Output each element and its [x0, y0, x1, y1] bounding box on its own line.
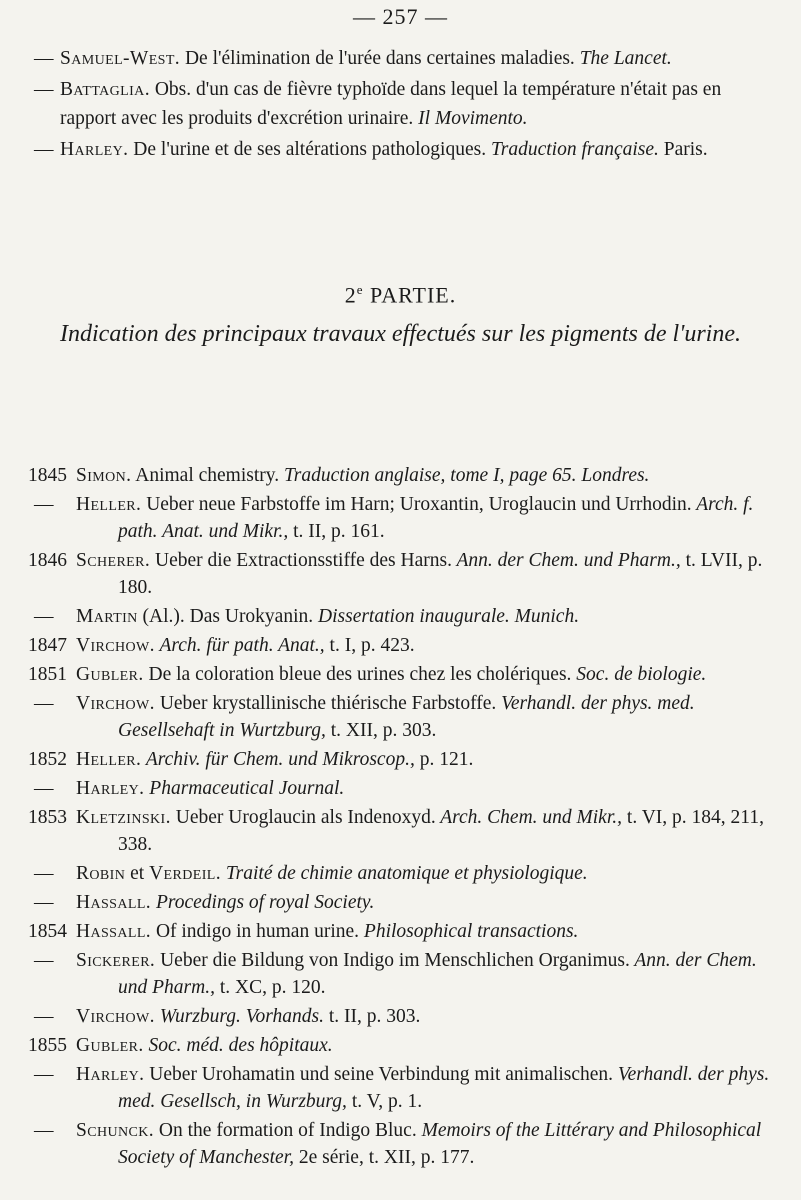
entry-author: Hassall.: [76, 921, 152, 942]
entry-body: [28, 918, 776, 945]
entry-source: Arch. f. path. Anat. und Mikr.,: [118, 494, 754, 542]
reference-entry: [28, 1117, 776, 1171]
entry-body: [28, 75, 776, 133]
ditto-dash: —: [34, 494, 54, 515]
entry-author: Virchow.: [76, 635, 155, 656]
entry-source: Procedings of royal Society.: [151, 892, 375, 913]
ditto-dash: —: [34, 1064, 54, 1085]
ditto-dash: —: [34, 778, 54, 799]
entry-author: Scherer.: [76, 550, 151, 571]
entry-text: Of indigo in human urine.: [151, 921, 360, 942]
entry-text: Ueber neue Farbstoffe im Harn; Uroxantin, Uroglaucin und Urrhodin.: [141, 494, 692, 515]
entry-source: The Lancet.: [574, 48, 672, 69]
ditto-dash: —: [34, 48, 54, 69]
reference-entry: [28, 690, 776, 744]
reference-entry: [28, 860, 776, 887]
entry-author: Harley.: [76, 1064, 145, 1085]
entry-body: [28, 889, 776, 916]
part-number: 2: [344, 282, 357, 308]
entry-year: 1845: [28, 465, 67, 486]
entry-source: Traduction française.: [486, 139, 659, 160]
entry-author: Gubler.: [76, 1035, 144, 1056]
entry-year: 1855: [28, 1035, 67, 1056]
entry-body: [28, 135, 776, 164]
ditto-dash: —: [34, 892, 54, 913]
entry-text: et: [125, 863, 150, 884]
part-heading: [0, 282, 801, 308]
reference-entry: [28, 44, 776, 73]
entry-body: [28, 775, 776, 802]
ditto-dash: —: [34, 863, 54, 884]
entry-source: Ann. der Chem. und Pharm.,: [118, 950, 757, 998]
reference-entry: [28, 632, 776, 659]
entry-author: Virchow.: [76, 693, 155, 714]
reference-entry: [28, 603, 776, 630]
reference-entry: [28, 661, 776, 688]
entry-source: Ann. der Chem. und Pharm.,: [451, 550, 681, 571]
entry-coauthor: Verdeil.: [149, 863, 221, 884]
entry-pages: p. 121.: [414, 749, 474, 770]
page-number: — 257 —: [353, 4, 448, 29]
entry-year: 1851: [28, 664, 67, 685]
entry-text: On the formation of Indigo Bluc.: [154, 1120, 417, 1141]
ditto-dash: —: [34, 139, 54, 160]
ditto-dash: —: [34, 1006, 54, 1027]
entry-pages: t. I, p. 423.: [324, 635, 415, 656]
entry-body: [28, 462, 776, 489]
ditto-dash: —: [34, 606, 54, 627]
entry-source: Traité de chimie anatomique et physiologique.: [221, 863, 588, 884]
reference-entry: [28, 1061, 776, 1115]
entry-pages: t. II, p. 161.: [288, 521, 385, 542]
entry-source: Memoirs of the Littérary and Philosophical Society of Manchester,: [118, 1120, 762, 1168]
reference-entry: [28, 804, 776, 858]
part-label: PARTIE.: [370, 282, 457, 308]
entry-source: Verhandl. der phys. med. Gesellsehaft in Wurtzburg,: [118, 693, 695, 741]
reference-entry: [28, 889, 776, 916]
entry-author: Battaglia.: [60, 79, 150, 100]
entry-pages: t. V, p. 1.: [346, 1091, 423, 1112]
reference-entry: [28, 1003, 776, 1030]
section-heading: Indication des principaux travaux effectués sur les pigments de l'urine.: [60, 321, 741, 347]
entry-source: Arch. Chem. und Mikr.,: [435, 807, 623, 828]
entry-author: Kletzinski.: [76, 807, 171, 828]
reference-entry: [28, 947, 776, 1001]
ditto-dash: —: [34, 950, 54, 971]
entry-author: Schunck.: [76, 1120, 155, 1141]
entry-pages: t. LVII, p. 180.: [118, 550, 763, 598]
entry-author: Samuel-West.: [60, 48, 181, 69]
entry-year: 1854: [28, 921, 67, 942]
entry-year: 1846: [28, 550, 67, 571]
entry-source: Dissertation inaugurale. Munich.: [313, 606, 580, 627]
ditto-dash: —: [34, 1120, 54, 1141]
entry-source: Verhandl. der phys. med. Gesellsch, in Wurzburg,: [118, 1064, 770, 1112]
entry-body: [28, 1061, 776, 1115]
entry-source: Soc. de biologie.: [571, 664, 707, 685]
entry-body: [28, 1003, 776, 1030]
entry-author: Simon.: [76, 465, 132, 486]
entry-source: Soc. méd. des hôpitaux.: [143, 1035, 333, 1056]
entry-body: [28, 1032, 776, 1059]
ditto-dash: —: [34, 693, 54, 714]
entry-author: Heller.: [76, 494, 142, 515]
entry-author: Heller.: [76, 749, 142, 770]
entry-pages: t. XII, p. 303.: [325, 720, 437, 741]
entry-pages: t. II, p. 303.: [323, 1006, 421, 1027]
entry-pages: 2e série, t. XII, p. 177.: [294, 1147, 475, 1168]
reference-entry: [28, 1032, 776, 1059]
entry-pages: Paris.: [658, 139, 708, 160]
entry-body: [28, 44, 776, 73]
reference-entry: [28, 491, 776, 545]
reference-entry: [28, 462, 776, 489]
reference-entry: [28, 746, 776, 773]
entry-source: Il Movimento.: [413, 108, 528, 129]
entry-text: Ueber die Extractionsstiffe des Harns.: [150, 550, 452, 571]
entry-text: Animal chemistry.: [131, 465, 280, 486]
entry-body: [28, 547, 776, 601]
entry-body: [28, 603, 776, 630]
entry-author: Virchow.: [76, 1006, 155, 1027]
entry-text: Obs. d'un cas de fièvre typhoïde dans lequel la température n'était pas en rapport avec les produits d'excrétion urinaire.: [60, 79, 722, 129]
entry-body: [28, 804, 776, 858]
entry-text: Ueber Urohamatin und seine Verbindung mit animalischen.: [144, 1064, 614, 1085]
reference-entry: [28, 75, 776, 133]
entry-body: [28, 947, 776, 1001]
reference-entry: [28, 775, 776, 802]
entry-body: [28, 632, 776, 659]
entry-pages: t. VI, p. 184, 211, 338.: [118, 807, 764, 855]
entry-source: Philosophical transactions.: [359, 921, 579, 942]
entry-author: Harley.: [60, 139, 129, 160]
reference-entry: [28, 918, 776, 945]
entry-source: Arch. für path. Anat.,: [154, 635, 325, 656]
entry-text: De l'élimination de l'urée dans certaines maladies.: [180, 48, 575, 69]
entry-author: Robin: [76, 863, 126, 884]
bibliography-list: [28, 462, 776, 1173]
entry-body: [28, 1117, 776, 1171]
entry-source: Pharmaceutical Journal.: [144, 778, 345, 799]
entry-author: Sickerer.: [76, 950, 156, 971]
entry-text: De la coloration bleue des urines chez les cholériques.: [143, 664, 572, 685]
entry-text: (Al.). Das Urokyanin.: [137, 606, 314, 627]
entry-source: Traduction anglaise, tome I, page 65. Londres.: [279, 465, 650, 486]
entry-author: Hassall.: [76, 892, 152, 913]
entry-text: Ueber Uroglaucin als Indenoxyd.: [170, 807, 436, 828]
reference-entry: [28, 547, 776, 601]
entry-body: [28, 690, 776, 744]
entry-body: [28, 491, 776, 545]
entry-source: Wurzburg. Vorhands.: [154, 1006, 324, 1027]
entry-body: [28, 746, 776, 773]
entry-author: Gubler.: [76, 664, 144, 685]
entry-pages: t. XC, p. 120.: [214, 977, 326, 998]
reference-entry: [28, 135, 776, 164]
entry-text: Ueber krystallinische thiérische Farbstoffe.: [154, 693, 497, 714]
preceding-references: [28, 44, 776, 166]
entry-text: De l'urine et de ses altérations pathologiques.: [128, 139, 487, 160]
entry-year: 1853: [28, 807, 67, 828]
part-number-suffix: e: [356, 282, 364, 297]
entry-text: Ueber die Bildung von Indigo im Menschlichen Organimus.: [155, 950, 630, 971]
entry-author: Martin: [76, 606, 138, 627]
entry-body: [28, 661, 776, 688]
entry-year: 1847: [28, 635, 67, 656]
entry-author: Harley.: [76, 778, 145, 799]
entry-source: Archiv. für Chem. und Mikroscop.,: [141, 749, 415, 770]
entry-body: [28, 860, 776, 887]
entry-year: 1852: [28, 749, 67, 770]
ditto-dash: —: [34, 79, 54, 100]
